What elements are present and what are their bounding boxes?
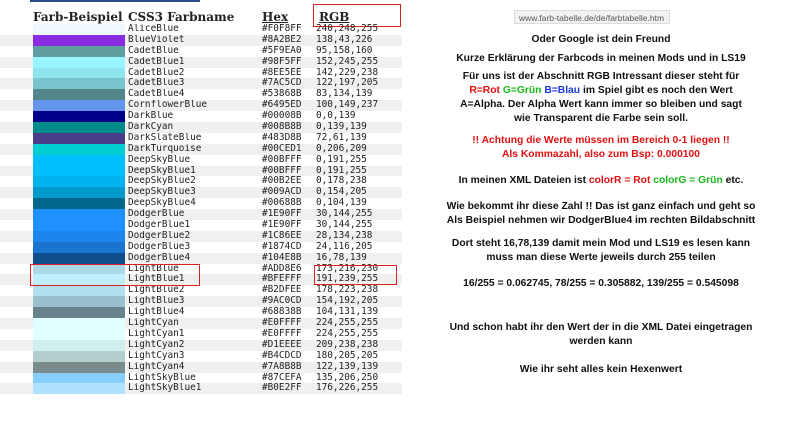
color-name-cell: DarkSlateBlue xyxy=(128,132,202,143)
color-name-cell: LightCyan3 xyxy=(128,350,185,361)
xml-line xyxy=(402,175,800,186)
rgb-legend-line xyxy=(402,85,800,96)
hex-cell: #F0F8FF xyxy=(262,24,302,34)
rgb-cell: 152,245,255 xyxy=(316,56,379,67)
rgb-cell: 135,206,250 xyxy=(316,372,379,383)
table-row xyxy=(0,166,402,177)
alpha-line-2: wie Transparent die Farbe sein soll. xyxy=(514,113,688,124)
legend-green: G=Grün xyxy=(502,85,542,96)
color-swatch xyxy=(33,78,125,89)
rgb-line-1: Für uns ist der Abschnitt RGB Intressant dieser steht für xyxy=(462,71,740,82)
hex-cell: #1C86EE xyxy=(262,230,302,241)
rgb-cell: 16,78,139 xyxy=(316,252,367,263)
rgb-cell: 30,144,255 xyxy=(316,209,373,220)
rgb-cell: 0,0,139 xyxy=(316,111,356,122)
hex-cell: #87CEFA xyxy=(262,372,302,383)
color-swatch xyxy=(33,187,125,198)
table-row xyxy=(0,122,402,133)
table-row xyxy=(0,373,402,384)
rgb-cell: 138,43,226 xyxy=(316,34,373,45)
rgb-cell: 0,104,139 xyxy=(316,198,367,209)
rgb-cell: 83,134,139 xyxy=(316,89,373,100)
header-name: CSS3 Farbname xyxy=(128,10,235,24)
hex-cell: #00008B xyxy=(262,111,302,122)
hex-cell: #ADD8E6 xyxy=(262,263,302,274)
color-name-cell: DodgerBlue4 xyxy=(128,252,191,263)
table-row xyxy=(0,68,402,79)
rgb-cell: 180,205,205 xyxy=(316,350,379,361)
table-row xyxy=(0,351,402,362)
table-row xyxy=(0,24,402,35)
rgb-cell: 0,191,255 xyxy=(316,165,367,176)
color-name-cell: CadetBlue3 xyxy=(128,78,185,89)
color-name-cell: CadetBlue4 xyxy=(128,89,185,100)
hex-cell: #9AC0CD xyxy=(262,296,302,307)
rgb-cell: 0,139,139 xyxy=(316,122,367,133)
table-row xyxy=(0,144,402,155)
hex-cell: #8EE5EE xyxy=(262,67,302,78)
color-name-cell: CadetBlue xyxy=(128,45,179,56)
hex-cell: #B0E2FF xyxy=(262,383,302,394)
color-swatch xyxy=(33,340,125,351)
header-rgb: RGB xyxy=(319,10,350,24)
color-swatch xyxy=(33,46,125,57)
hex-cell: #104E8B xyxy=(262,252,302,263)
color-swatch xyxy=(33,307,125,318)
how-line-1: Wie bekommt ihr diese Zahl !! Das ist ganz einfach und geht so xyxy=(446,201,756,212)
color-swatch xyxy=(33,144,125,155)
how-line-2: Als Beispiel nehmen wir DodgerBlue4 im rechten Bildabschnitt xyxy=(446,215,756,226)
hex-cell: #6495ED xyxy=(262,100,302,111)
color-swatch xyxy=(33,198,125,209)
explanation-panel xyxy=(402,0,800,422)
color-swatch xyxy=(33,253,125,264)
hex-cell: #5F9EA0 xyxy=(262,45,302,56)
hex-cell: #53868B xyxy=(262,89,302,100)
rgb-cell: 95,158,160 xyxy=(316,45,373,56)
color-name-cell: DodgerBlue1 xyxy=(128,220,191,231)
table-row xyxy=(0,78,402,89)
row-name-highlight xyxy=(30,264,200,286)
rgb-cell: 0,154,205 xyxy=(316,187,367,198)
hex-cell: #00B2EE xyxy=(262,176,302,187)
legend-blue: B=Blau xyxy=(544,85,581,96)
rgb-cell: 173,216,230 xyxy=(316,263,379,274)
hex-cell: #483D8B xyxy=(262,132,302,143)
table-row xyxy=(0,340,402,351)
hex-cell: #E0FFFF xyxy=(262,318,302,329)
table-row xyxy=(0,296,402,307)
rgb-cell: 72,61,139 xyxy=(316,132,367,143)
color-name-cell: DeepSkyBlue3 xyxy=(128,187,196,198)
color-name-cell: DeepSkyBlue1 xyxy=(128,165,196,176)
rgb-cell: 0,191,255 xyxy=(316,154,367,165)
color-swatch xyxy=(33,133,125,144)
hex-cell: #1E90FF xyxy=(262,220,302,231)
color-name-cell: DeepSkyBlue xyxy=(128,154,191,165)
rgb-cell: 0,178,238 xyxy=(316,176,367,187)
color-swatch xyxy=(33,285,125,296)
color-swatch xyxy=(33,100,125,111)
color-swatch xyxy=(33,373,125,384)
color-name-cell: DeepSkyBlue4 xyxy=(128,198,196,209)
table-row xyxy=(0,133,402,144)
color-swatch xyxy=(33,220,125,231)
table-row xyxy=(0,383,402,394)
table-row xyxy=(0,35,402,46)
color-name-cell: LightBlue xyxy=(128,263,179,274)
table-row xyxy=(0,187,402,198)
color-name-cell: DarkTurquoise xyxy=(128,143,202,154)
hex-cell: #98F5FF xyxy=(262,56,302,67)
color-swatch xyxy=(33,231,125,242)
warning-line-2: Als Kommazahl, also zum Bsp: 0.000100 xyxy=(501,149,700,160)
color-name-cell: LightCyan xyxy=(128,318,179,329)
table-row xyxy=(0,329,402,340)
color-name-cell: LightCyan4 xyxy=(128,361,185,372)
color-table-body xyxy=(0,24,402,394)
hex-cell: #008B8B xyxy=(262,122,302,133)
table-row xyxy=(0,100,402,111)
table-row xyxy=(0,57,402,68)
color-swatch xyxy=(33,362,125,373)
rgb-cell: 122,139,139 xyxy=(316,361,379,372)
table-row xyxy=(0,198,402,209)
table-row xyxy=(0,155,402,166)
table-row xyxy=(0,220,402,231)
color-swatch xyxy=(33,329,125,340)
rgb-cell: 100,149,237 xyxy=(316,100,379,111)
hex-cell: #E0FFFF xyxy=(262,328,302,339)
table-row xyxy=(0,362,402,373)
hex-cell: #00BFFF xyxy=(262,165,302,176)
rgb-cell: 176,226,255 xyxy=(316,383,379,394)
color-swatch xyxy=(33,122,125,133)
table-row xyxy=(0,285,402,296)
color-swatch xyxy=(33,57,125,68)
color-name-cell: LightSkyBlue xyxy=(128,372,196,383)
xml-color-r: colorR = Rot xyxy=(588,175,651,186)
color-name-cell: DeepSkyBlue2 xyxy=(128,176,196,187)
formula-line: 16/255 = 0.062745, 78/255 = 0.305882, 139/255 = 0.545098 xyxy=(463,278,739,289)
hex-cell: #009ACD xyxy=(262,187,302,198)
intro-line: Kurze Erklärung der Farbcods in meinen Mods und in LS19 xyxy=(456,53,746,64)
rgb-cell: 224,255,255 xyxy=(316,328,379,339)
hex-cell: #00CED1 xyxy=(262,143,302,154)
color-swatch xyxy=(33,296,125,307)
rgb-cell: 0,206,209 xyxy=(316,143,367,154)
color-name-cell: AliceBlue xyxy=(128,24,179,34)
color-swatch xyxy=(33,24,125,35)
rgb-cell: 240,248,255 xyxy=(316,24,379,34)
color-name-cell: CadetBlue2 xyxy=(128,67,185,78)
hex-cell: #68838B xyxy=(262,307,302,318)
header-hex: Hex xyxy=(262,10,289,24)
table-row xyxy=(0,318,402,329)
color-name-cell: DodgerBlue2 xyxy=(128,230,191,241)
done-line-2: werden kann xyxy=(569,336,633,347)
color-name-cell: CadetBlue1 xyxy=(128,56,185,67)
calc-line-1: Dort steht 16,78,139 damit mein Mod und LS19 es lesen kann xyxy=(451,238,751,249)
color-name-cell: DodgerBlue3 xyxy=(128,241,191,252)
color-swatch xyxy=(33,35,125,46)
color-swatch xyxy=(33,242,125,253)
color-name-cell: LightCyan2 xyxy=(128,339,185,350)
rgb-cell: 24,116,205 xyxy=(316,241,373,252)
hex-cell: #00688B xyxy=(262,198,302,209)
table-row xyxy=(0,176,402,187)
done-line-1: Und schon habt ihr den Wert der in die XML Datei eingetragen xyxy=(449,322,753,333)
warning-line-1: !! Achtung die Werte müssen im Bereich 0-1 liegen !! xyxy=(472,135,730,146)
xml-prefix: In meinen XML Dateien ist xyxy=(458,175,586,186)
color-name-cell: DarkBlue xyxy=(128,111,174,122)
legend-rest: im Spiel gibt es noch den Wert xyxy=(582,85,733,96)
google-line: Oder Google ist dein Freund xyxy=(531,34,671,45)
color-name-cell: DarkCyan xyxy=(128,122,174,133)
source-url[interactable]: www.farb-tabelle.de/de/farbtabelle.htm xyxy=(514,10,670,24)
color-name-cell: DodgerBlue xyxy=(128,209,185,220)
color-name-cell: LightBlue2 xyxy=(128,285,185,296)
rgb-cell: 30,144,255 xyxy=(316,220,373,231)
color-swatch xyxy=(33,68,125,79)
row-rgb-highlight xyxy=(314,265,397,285)
calc-line-2: muss man diese Werte jeweils durch 255 teilen xyxy=(486,252,716,263)
rgb-cell: 122,197,205 xyxy=(316,78,379,89)
table-row xyxy=(0,46,402,57)
hex-cell: #BFEFFF xyxy=(262,274,302,285)
color-swatch xyxy=(33,351,125,362)
rgb-cell: 224,255,255 xyxy=(316,318,379,329)
xml-suffix: etc. xyxy=(725,175,744,186)
table-row xyxy=(0,253,402,264)
hex-cell: #00BFFF xyxy=(262,154,302,165)
color-swatch xyxy=(33,111,125,122)
hex-cell: #7A8B8B xyxy=(262,361,302,372)
color-swatch xyxy=(33,89,125,100)
table-row xyxy=(0,307,402,318)
rgb-cell: 142,229,238 xyxy=(316,67,379,78)
rgb-cell: 154,192,205 xyxy=(316,296,379,307)
legend-red: R=Rot xyxy=(469,85,500,96)
header-sample: Farb-Beispiel xyxy=(33,10,123,24)
color-name-cell: LightCyan1 xyxy=(128,328,185,339)
hex-cell: #D1EEEE xyxy=(262,339,302,350)
alpha-line-1: A=Alpha. Der Alpha Wert kann immer so bleiben und sagt xyxy=(460,99,742,110)
color-name-cell: LightSkyBlue1 xyxy=(128,383,202,394)
rgb-cell: 104,131,139 xyxy=(316,307,379,318)
rgb-cell: 178,223,238 xyxy=(316,285,379,296)
closing-line: Wie ihr seht alles kein Hexenwert xyxy=(519,364,683,375)
color-swatch xyxy=(33,176,125,187)
table-row xyxy=(0,89,402,100)
table-row xyxy=(0,111,402,122)
rgb-cell: 191,239,255 xyxy=(316,274,379,285)
table-row xyxy=(0,209,402,220)
hex-cell: #B4CDCD xyxy=(262,350,302,361)
hex-cell: #7AC5CD xyxy=(262,78,302,89)
color-swatch xyxy=(33,155,125,166)
hex-cell: #B2DFEE xyxy=(262,285,302,296)
color-swatch xyxy=(33,318,125,329)
xml-color-g: colorG = Grün xyxy=(653,175,723,186)
color-swatch xyxy=(33,166,125,177)
color-name-cell: LightBlue3 xyxy=(128,296,185,307)
table-row xyxy=(0,231,402,242)
hex-cell: #1874CD xyxy=(262,241,302,252)
header-top-rule xyxy=(30,0,200,2)
color-swatch xyxy=(33,383,125,394)
rgb-cell: 209,238,238 xyxy=(316,339,379,350)
hex-cell: #8A2BE2 xyxy=(262,34,302,45)
color-name-cell: LightBlue4 xyxy=(128,307,185,318)
table-row xyxy=(0,242,402,253)
color-name-cell: CornflowerBlue xyxy=(128,100,208,111)
hex-cell: #1E90FF xyxy=(262,209,302,220)
color-swatch xyxy=(33,209,125,220)
color-name-cell: BlueViolet xyxy=(128,34,185,45)
color-name-cell: LightBlue1 xyxy=(128,274,185,285)
rgb-cell: 28,134,238 xyxy=(316,230,373,241)
